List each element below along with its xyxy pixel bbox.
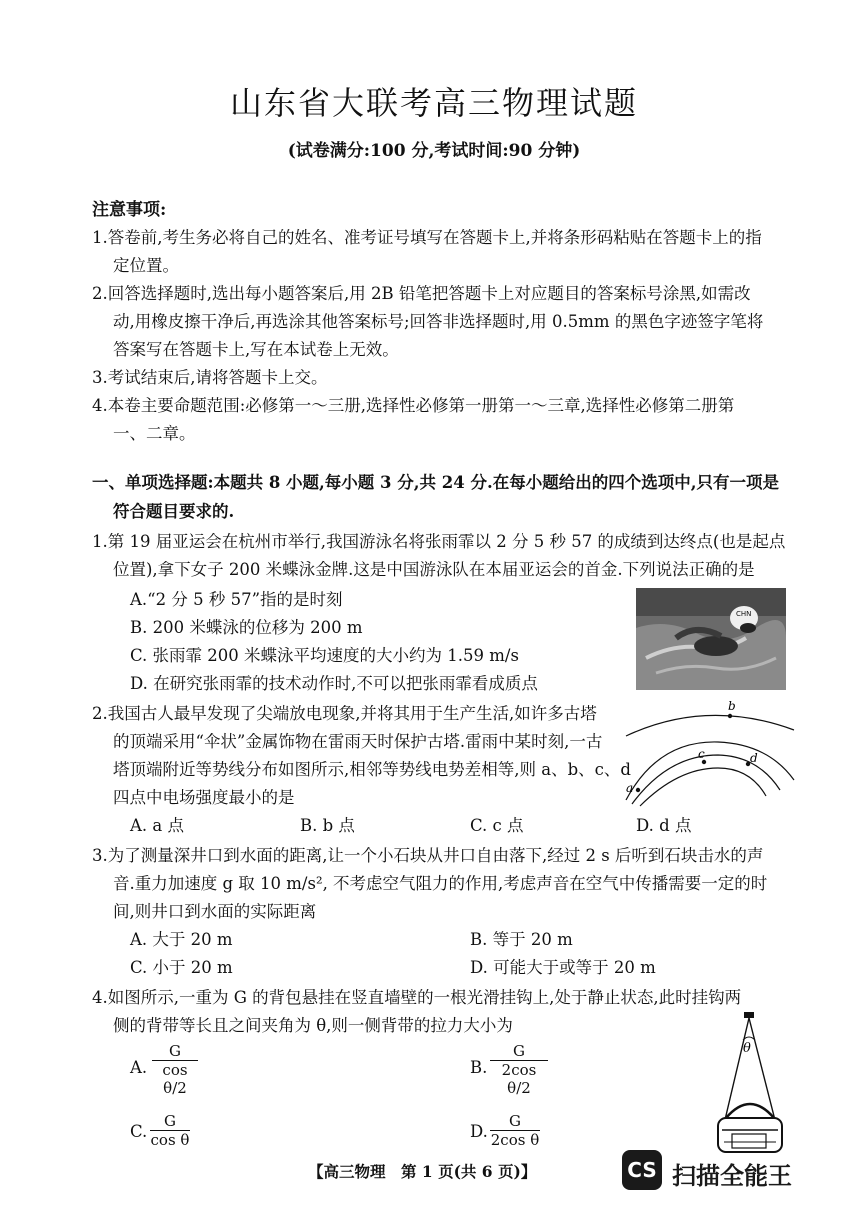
question-stem: 4.如图所示,一重为 G 的背包悬挂在竖直墙壁的一根光滑挂钩上,处于静止状态,此时挂钩两 bbox=[92, 988, 742, 1007]
point-a-label: a bbox=[626, 781, 634, 795]
question-stem: 侧的背带等长且之间夹角为 θ,则一侧背带的拉力大小为 bbox=[113, 1016, 513, 1035]
option-b: B. 200 米蝶泳的位移为 200 m bbox=[130, 618, 363, 637]
equipotential-diagram bbox=[618, 700, 796, 808]
point-d-label: d bbox=[750, 751, 758, 765]
option-a-fraction bbox=[152, 1042, 198, 1097]
denominator: cos θ/2 bbox=[162, 1061, 188, 1097]
question-stem: 塔顶端附近等势线分布如图所示,相邻等势线电势差相等,则 a、b、c、d bbox=[113, 760, 631, 779]
denominator: 2cos θ/2 bbox=[501, 1061, 537, 1097]
question-stem: 四点中电场强度最小的是 bbox=[113, 788, 295, 807]
note-line: 动,用橡皮擦干净后,再选涂其他答案标号;回答非选择题时,用 0.5mm 的黑色字迹签字笔将 bbox=[113, 312, 764, 331]
note-line: 定位置。 bbox=[113, 256, 179, 275]
option-a: A.“2 分 5 秒 57”指的是时刻 bbox=[130, 590, 343, 609]
option-c-fraction bbox=[150, 1112, 190, 1149]
option-c: C. c 点 bbox=[470, 816, 524, 835]
page-title: 山东省大联考高三物理试题 bbox=[229, 84, 638, 122]
numerator: G bbox=[513, 1042, 525, 1060]
option-d: D. 在研究张雨霏的技术动作时,不可以把张雨霏看成质点 bbox=[130, 674, 538, 693]
denominator: 2cos θ bbox=[490, 1131, 540, 1149]
option-d: D. 可能大于或等于 20 m bbox=[470, 958, 656, 977]
option-a-label: A. bbox=[130, 1058, 148, 1077]
camscanner-logo-icon: CS bbox=[622, 1150, 662, 1190]
note-line: 一、二章。 bbox=[113, 424, 196, 443]
option-b: B. b 点 bbox=[300, 816, 355, 835]
swimmer-photo bbox=[636, 588, 786, 690]
point-b-label: b bbox=[728, 700, 736, 713]
point-c-label: c bbox=[698, 747, 705, 761]
option-a: A. 大于 20 m bbox=[130, 930, 233, 949]
question-stem: 1.第 19 届亚运会在杭州市举行,我国游泳名将张雨霏以 2 分 5 秒 57 的成绩到达终点(也是起点 bbox=[92, 532, 786, 551]
theta-label: θ bbox=[743, 1041, 751, 1056]
option-b-fraction bbox=[490, 1042, 548, 1097]
option-a: A. a 点 bbox=[130, 816, 184, 835]
option-c: C. 小于 20 m bbox=[130, 958, 233, 977]
section-heading: 一、单项选择题:本题共 8 小题,每小题 3 分,共 24 分.在每小题给出的四个选项中,只有一项是 bbox=[92, 473, 779, 492]
numerator: G bbox=[164, 1112, 176, 1130]
page-footer: 【高三物理 第 1 页(共 6 页)】 bbox=[308, 1162, 537, 1181]
denominator: cos θ bbox=[150, 1131, 190, 1149]
notes-heading: 注意事项: bbox=[92, 200, 167, 220]
numerator: G bbox=[169, 1042, 181, 1060]
camscanner-watermark: 扫描全能王 bbox=[672, 1162, 792, 1190]
question-stem: 间,则井口到水面的实际距离 bbox=[113, 902, 317, 921]
exam-info: (试卷满分:100 分,考试时间:90 分钟) bbox=[287, 141, 581, 161]
question-stem: 音.重力加速度 g 取 10 m/s², 不考虑空气阻力的作用,考虑声音在空气中传播需要一定的时 bbox=[113, 874, 768, 893]
note-line: 2.回答选择题时,选出每小题答案后,用 2B 铅笔把答题卡上对应题目的答案标号涂黑,如需改 bbox=[92, 284, 751, 303]
option-c: C. 张雨霏 200 米蝶泳平均速度的大小约为 1.59 m/s bbox=[130, 646, 519, 665]
cap-text: CHN bbox=[736, 610, 752, 618]
note-line: 1.答卷前,考生务必将自己的姓名、准考证号填写在答题卡上,并将条形码粘贴在答题卡上的指 bbox=[92, 228, 762, 247]
option-b-label: B. bbox=[470, 1058, 488, 1077]
question-stem: 3.为了测量深井口到水面的距离,让一个小石块从井口自由落下,经过 2 s 后听到石块击水的声 bbox=[92, 846, 764, 865]
section-heading: 符合题目要求的. bbox=[113, 502, 235, 521]
option-d-label: D. bbox=[470, 1122, 488, 1141]
option-d: D. d 点 bbox=[636, 816, 692, 835]
note-line: 3.考试结束后,请将答题卡上交。 bbox=[92, 368, 328, 387]
question-stem: 2.我国古人最早发现了尖端放电现象,并将其用于生产生活,如许多古塔 bbox=[92, 704, 597, 723]
option-d-fraction bbox=[490, 1112, 540, 1149]
question-stem: 的顶端采用“伞状”金属饰物在雷雨天时保护古塔.雷雨中某时刻,一古 bbox=[113, 732, 603, 751]
numerator: G bbox=[509, 1112, 521, 1130]
backpack-diagram bbox=[712, 1010, 798, 1160]
option-c-label: C. bbox=[130, 1122, 148, 1141]
note-line: 答案写在答题卡上,写在本试卷上无效。 bbox=[113, 340, 399, 359]
option-b: B. 等于 20 m bbox=[470, 930, 573, 949]
note-line: 4.本卷主要命题范围:必修第一～三册,选择性必修第一册第一～三章,选择性必修第二册第 bbox=[92, 396, 735, 415]
question-stem: 位置),拿下女子 200 米蝶泳金牌.这是中国游泳队在本届亚运会的首金.下列说法正确的是 bbox=[113, 560, 755, 579]
